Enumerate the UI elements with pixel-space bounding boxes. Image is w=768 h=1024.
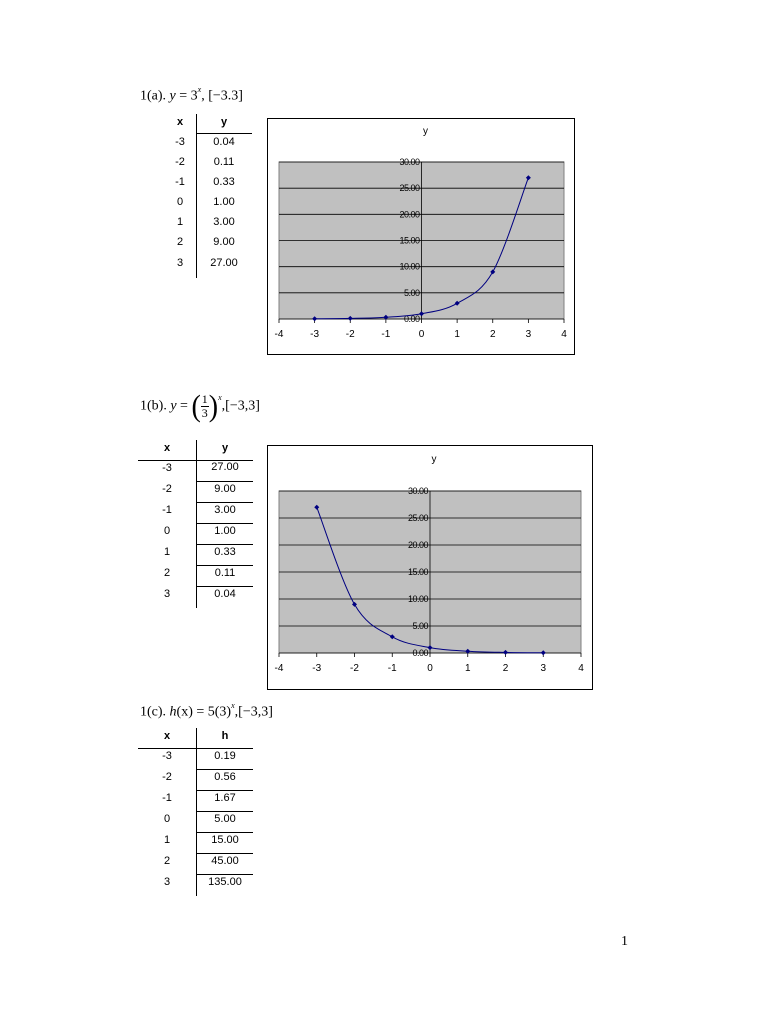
y-tick-label: 30.00 — [407, 486, 428, 496]
x-tick-label: 1 — [464, 663, 471, 674]
table-cell: 3 — [163, 876, 171, 888]
table-cell: 1 — [176, 216, 184, 228]
left-paren: ( — [191, 388, 201, 423]
chart-title: y — [423, 126, 428, 137]
table-cell: -1 — [162, 792, 172, 804]
table-cell: 2 — [176, 236, 184, 248]
page-number: 1 — [621, 934, 628, 949]
x-tick-label: 1 — [454, 329, 460, 340]
x-tick-label: 4 — [578, 663, 584, 674]
table-cell: 45.00 — [211, 855, 239, 867]
table-cell: -3 — [162, 462, 172, 474]
x-tick-label: -3 — [312, 663, 322, 674]
table-header-x: x — [163, 730, 171, 742]
table-cell: 0.11 — [214, 567, 236, 579]
x-tick-label: -1 — [381, 329, 391, 340]
table-cell: 135.00 — [208, 876, 242, 888]
y-tick-label: 10.00 — [399, 261, 420, 272]
table-cell: 3.00 — [213, 216, 235, 228]
x-tick-label: 4 — [561, 329, 567, 340]
table-header-x: x — [163, 442, 171, 454]
x-tick-label: 0 — [427, 663, 433, 674]
table-cell: 5.00 — [214, 813, 236, 825]
y-tick-label: 25.00 — [407, 513, 428, 523]
right-paren: ) — [208, 388, 219, 423]
y-tick-label: 5.00 — [412, 621, 428, 631]
table-cell: 15.00 — [211, 834, 239, 846]
heading-1b: 1(b). y = ( $\frac{1}{3}$ )$^x$,[−3,3] — [140, 388, 260, 423]
table-cell: 2 — [163, 855, 171, 867]
table-cell: -2 — [162, 483, 172, 495]
x-tick-label: -2 — [350, 663, 359, 674]
table-cell: 3.00 — [214, 504, 236, 516]
y-tick-label: 15.00 — [407, 567, 428, 577]
y-tick-label: 10.00 — [407, 594, 428, 604]
table-cell: 1.00 — [213, 196, 235, 208]
table-header-h: h — [221, 730, 229, 742]
x-tick-label: -3 — [310, 329, 320, 340]
table-cell: 2 — [163, 567, 171, 579]
table-cell: 9.00 — [214, 483, 236, 495]
x-tick-label: -2 — [345, 329, 355, 340]
table-cell: 9.00 — [213, 236, 235, 248]
x-tick-label: -4 — [274, 663, 284, 674]
x-tick-label: 0 — [418, 329, 425, 340]
table-cell: 1 — [163, 834, 171, 846]
y-tick-label: 5.00 — [403, 287, 420, 298]
table-cell: -2 — [175, 156, 185, 168]
table-cell: 0.33 — [213, 176, 235, 188]
y-tick-label: 25.00 — [399, 183, 420, 194]
fraction: $\frac{1}{3}$ — [201, 392, 208, 420]
x-tick-label: -4 — [274, 329, 284, 340]
table-cell: -3 — [162, 750, 172, 762]
table-cell: 0.04 — [213, 136, 235, 148]
x-tick-label: 2 — [502, 663, 509, 674]
table-cell: 1 — [163, 546, 171, 558]
x-tick-label: 3 — [525, 329, 532, 340]
y-tick-label: 15.00 — [399, 235, 420, 246]
y-tick-label: 0.00 — [403, 314, 420, 324]
heading-1a: 1(a). $y = 3^x$, [−3.3] — [140, 85, 243, 104]
table-cell: 0 — [163, 813, 171, 825]
table-cell: 0 — [176, 196, 184, 208]
table-header-y: y — [220, 116, 228, 128]
table-cell: -2 — [162, 771, 172, 783]
chart-title: y — [431, 454, 437, 465]
table-cell: 0 — [163, 525, 171, 537]
table-cell: 3 — [176, 257, 184, 269]
table-cell: 0.33 — [214, 546, 236, 558]
table-cell: 0.11 — [213, 156, 235, 168]
x-tick-label: 2 — [489, 329, 496, 340]
table-cell: -1 — [162, 504, 172, 516]
chart-1b — [267, 445, 593, 690]
y-tick-label: 20.00 — [407, 540, 428, 550]
table-cell: 0.04 — [214, 588, 236, 600]
table-1c — [138, 726, 258, 898]
table-header-x: x — [176, 116, 184, 128]
table-cell: 0.56 — [214, 771, 236, 783]
y-tick-label: 20.00 — [399, 209, 420, 220]
table-cell: -1 — [175, 176, 185, 188]
table-1a — [164, 112, 254, 282]
table-1b — [138, 438, 258, 610]
chart-1a — [267, 118, 575, 355]
x-tick-label: 3 — [540, 663, 547, 674]
table-cell: 3 — [163, 588, 171, 600]
chart-1a-svg — [268, 119, 574, 354]
table-cell: 0.19 — [214, 750, 236, 762]
y-tick-label: 30.00 — [399, 157, 420, 167]
table-cell: 1.67 — [214, 792, 236, 804]
y-tick-label: 0.00 — [412, 648, 428, 658]
table-cell: -3 — [175, 136, 185, 148]
table-cell: 1.00 — [214, 525, 236, 537]
table-cell: 27.00 — [211, 461, 239, 473]
table-header-y: y — [221, 442, 229, 454]
x-tick-label: -1 — [387, 663, 397, 674]
heading-1c: 1(c). $h(x) = 5(3)^x,[-3,3]$ — [140, 701, 273, 720]
chart-1b-svg — [268, 446, 592, 689]
table-cell: 27.00 — [210, 257, 238, 269]
